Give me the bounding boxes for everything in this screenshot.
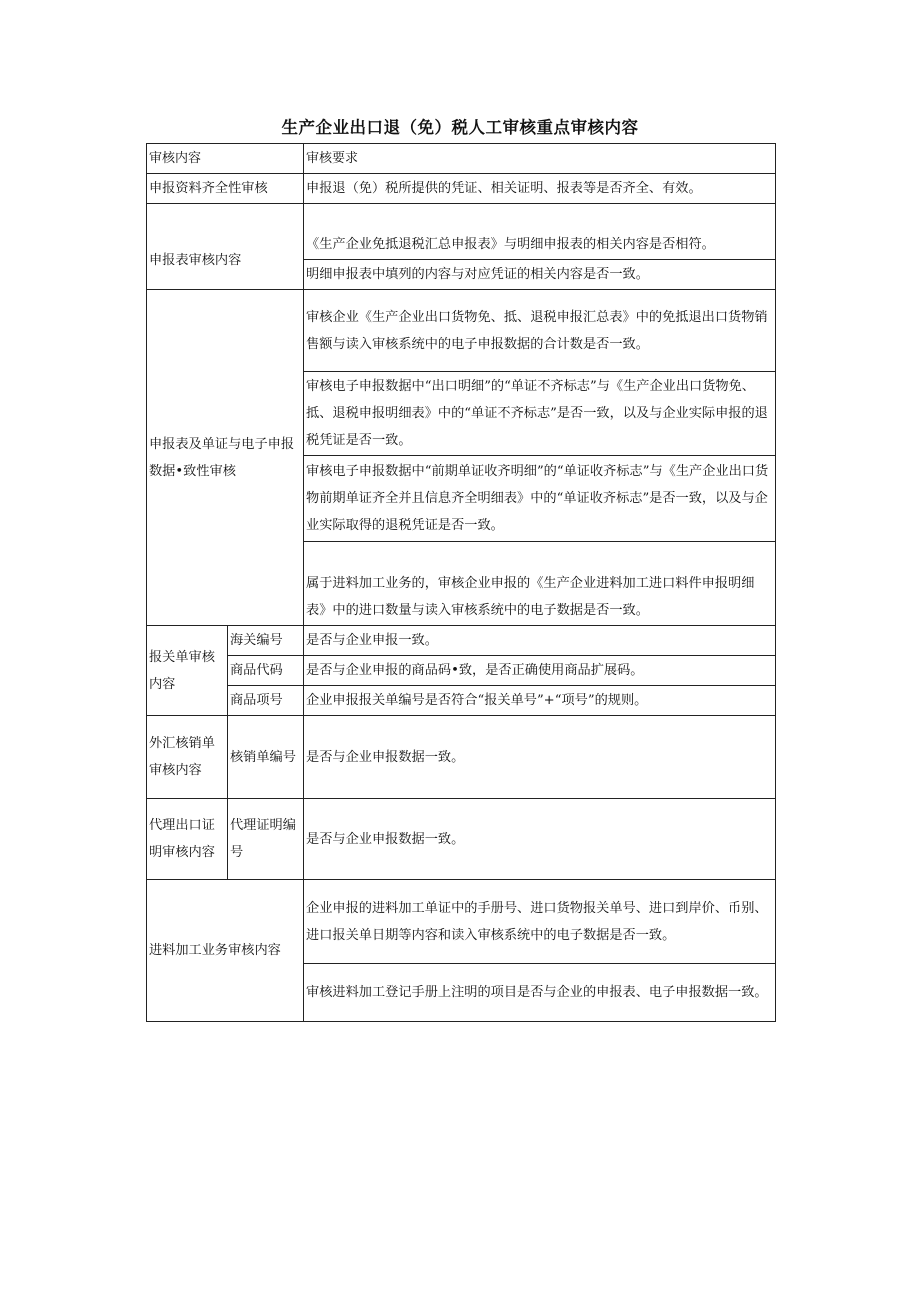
- row-requirement: 是否与企业申报的商品码•致，是否正确使用商品扩展码。: [304, 656, 776, 686]
- row-requirement: 《生产企业免抵退税汇总申报表》与明细申报表的相关内容是否相符。: [304, 204, 776, 260]
- row-requirement: 审核企业《生产企业出口货物免、抵、退税申报汇总表》中的免抵退出口货物销售额与读入审核系统中的电子申报数据的合计数是否一致。: [304, 290, 776, 372]
- row-item: 进料加工业务审核内容: [147, 880, 304, 1022]
- table-row: [147, 799, 776, 880]
- table-row: [147, 204, 776, 260]
- table-row: [147, 626, 776, 656]
- row-item: 申报资料齐全性审核: [147, 174, 304, 204]
- row-requirement: 是否与企业申报数据一致。: [304, 716, 776, 799]
- table-row: [147, 174, 776, 204]
- row-requirement: 是否与企业申报一致。: [304, 626, 776, 656]
- row-requirement: 申报退（免）税所提供的凭证、相关证明、报表等是否齐全、有效。: [304, 174, 776, 204]
- page-title: 生产企业出口退（免）税人工审核重点审核内容: [281, 118, 639, 137]
- header-audit-content: 审核内容: [147, 144, 304, 174]
- table-row: [147, 880, 776, 964]
- row-requirement: 企业申报报关单编号是否符合“报关单号”+“项号”的规则。: [304, 686, 776, 716]
- row-item: 外汇核销单审核内容: [147, 716, 228, 799]
- header-audit-requirement: 审核要求: [304, 144, 776, 174]
- row-item: 代理出口证明审核内容: [147, 799, 228, 880]
- row-sub-item: 核销单编号: [228, 716, 304, 799]
- row-item: 申报表审核内容: [147, 204, 304, 290]
- audit-table: [146, 143, 776, 1022]
- table-row: [147, 656, 776, 686]
- row-requirement: 属于进料加工业务的，审核企业申报的《生产企业进料加工进口料件申报明细表》中的进口数量与读入审核系统中的电子数据是否一致。: [304, 542, 776, 626]
- row-requirement: 审核电子申报数据中“出口明细”的“单证不齐标志”与《生产企业出口货物免、抵、退税申报明细表》中的“单证不齐标志”是否一致，以及与企业实际申报的退税凭证是否一致。: [304, 372, 776, 456]
- table-row: [147, 290, 776, 372]
- table-header-row: [147, 144, 776, 174]
- row-sub-item: 商品项号: [228, 686, 304, 716]
- table-row: [147, 686, 776, 716]
- row-requirement: 是否与企业申报数据一致。: [304, 799, 776, 880]
- row-requirement: 审核进料加工登记手册上注明的项目是否与企业的申报表、电子申报数据一致。: [304, 964, 776, 1022]
- row-requirement: 企业申报的进料加工单证中的手册号、进口货物报关单号、进口到岸价、币别、进口报关单日期等内容和读入审核系统中的电子数据是否一致。: [304, 880, 776, 964]
- row-sub-item: 商品代码: [228, 656, 304, 686]
- row-requirement: 明细申报表中填列的内容与对应凭证的相关内容是否一致。: [304, 260, 776, 290]
- row-requirement: 审核电子申报数据中“前期单证收齐明细”的“单证收齐标志”与《生产企业出口货物前期单证齐全并且信息齐全明细表》中的“单证收齐标志”是否一致，以及与企业实际取得的退税凭证是否一致。: [304, 456, 776, 542]
- table-row: [147, 716, 776, 799]
- row-sub-item: 代理证明编号: [228, 799, 304, 880]
- row-item: 申报表及单证与电子申报数据•致性审核: [147, 290, 304, 626]
- row-item: 报关单审核内容: [147, 626, 228, 716]
- row-sub-item: 海关编号: [228, 626, 304, 656]
